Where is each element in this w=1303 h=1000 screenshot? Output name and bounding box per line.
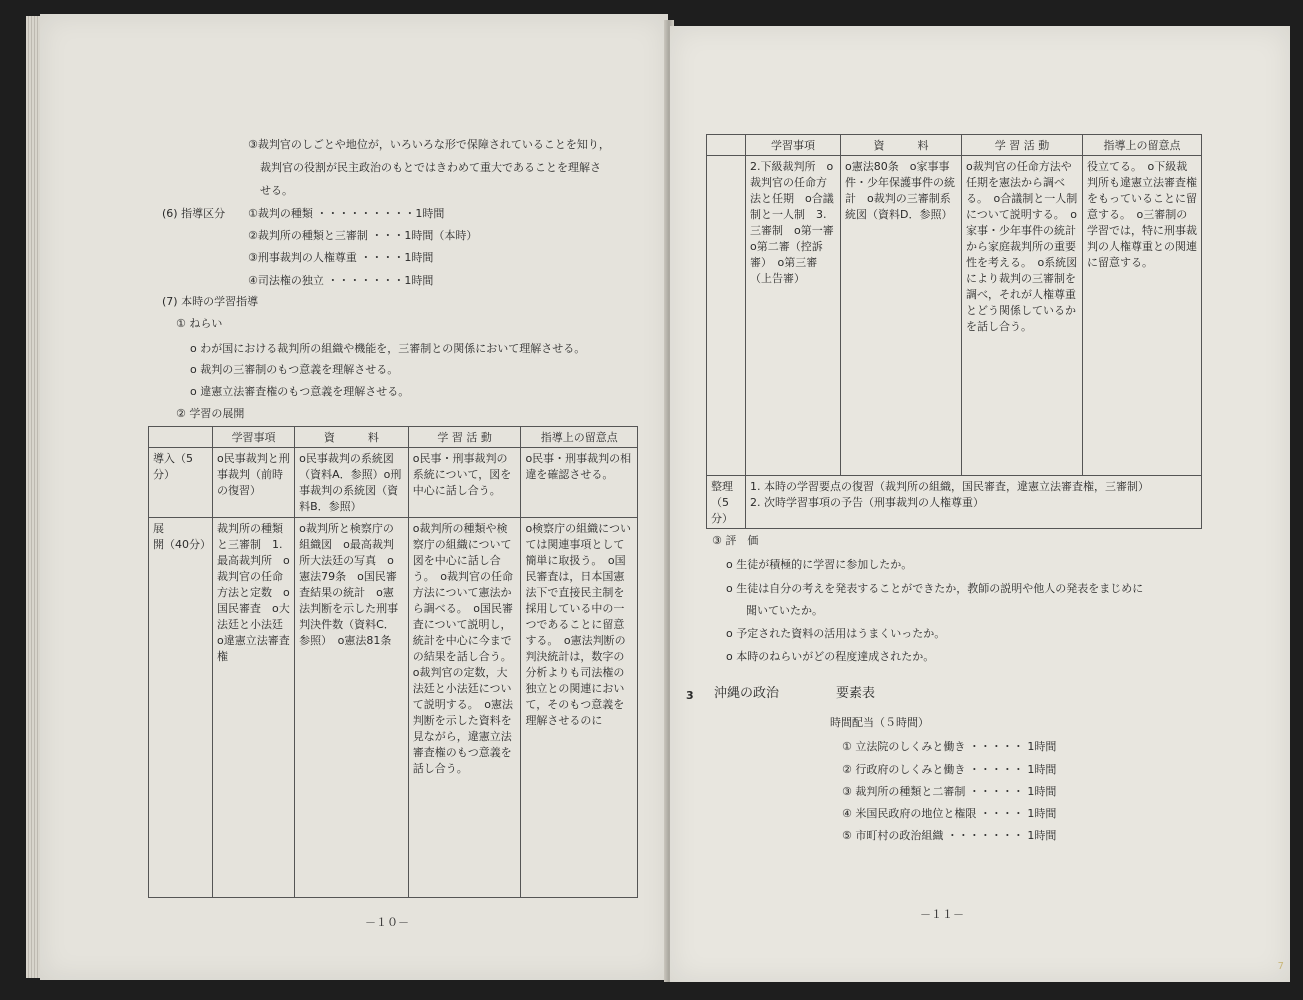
table-header-row	[149, 427, 638, 448]
table-header	[707, 135, 746, 156]
development-table-continued	[706, 134, 1202, 529]
phase-cell: 展 開（40分）	[149, 518, 213, 898]
allocation-item: ② 行政府のしくみと働き ・・・・・ 1時間	[842, 763, 1057, 776]
aim-item: o 違憲立法審査権のもつ意義を理解させる。	[190, 385, 410, 398]
table-header: 学 習 活 動	[408, 427, 521, 448]
right-page	[670, 26, 1290, 982]
evaluation-item: o 予定された資料の活用はうまくいったか。	[726, 627, 946, 640]
table-row	[707, 476, 1202, 529]
table-row	[707, 156, 1202, 476]
activity-cell: o裁判官の任命方法や任期を憲法から調べる。 o合議制と一人制について説明する。 o家事・少年事件の統計から家庭裁判所の重要性を考える。 o系統図により裁判の三審制を調べ，それが人権尊重とどう関係しているかを話し合う。	[962, 156, 1083, 476]
table-row	[149, 448, 638, 518]
table-header: 学習事項	[213, 427, 295, 448]
note-cell: 役立てる。 o下級裁判所も違憲立法審査権をもっていることに留意する。 o三審制の学習では，特に刑事裁判の人権尊重との関連に留意する。	[1083, 156, 1202, 476]
evaluation-item: 聞いていたか。	[746, 604, 823, 617]
section3-title: 沖縄の政治	[714, 686, 780, 701]
summary-line: 2. 次時学習事項の予告（刑事裁判の人権尊重）	[750, 496, 984, 509]
development-table	[148, 426, 638, 898]
note-cell: o検察庁の組織については関連事項として簡単に取扱う。 o国民審査は，日本国憲法下で直接民主制を採用している中の一つであることに留意する。 o憲法判断の判決統計は，数字の分析よりも司法権の独立との関連において，そのもつ意義を理解させるのに	[521, 518, 638, 898]
development-label: ② 学習の展開	[176, 407, 245, 420]
allocation-item: ① 立法院のしくみと働き ・・・・・ 1時間	[842, 740, 1057, 753]
corner-mark: 7	[1277, 961, 1284, 972]
section6-item: ④司法権の独立 ・・・・・・・1時間	[248, 274, 434, 287]
table-header: 資 料	[841, 135, 962, 156]
allocation-item: ④ 米国民政府の地位と権限 ・・・・ 1時間	[842, 807, 1057, 820]
time-allocation-label: 時間配当（５時間）	[830, 716, 929, 729]
table-header: 資 料	[295, 427, 409, 448]
material-cell: o裁判所と検察庁の組織図 o最高裁判所大法廷の写真 o憲法79条 o国民審査結果の統計 o憲法判断を示した刑事判決件数（資料C．参照） o憲法81条	[295, 518, 409, 898]
aim-item: o わが国における裁判所の組織や機能を，三審制との関係において理解させる。	[190, 342, 586, 355]
section3-number: 3	[686, 689, 694, 702]
phase-cell: 導入（5分）	[149, 448, 213, 518]
intro-line-3: せる。	[260, 184, 293, 197]
material-cell: o民事裁判の系統図（資料A．参照）o刑事裁判の系統図（資料B．参照）	[295, 448, 409, 518]
section3-subtitle: 要素表	[836, 686, 876, 701]
table-header: 指導上の留意点	[1083, 135, 1202, 156]
intro-line-2: 裁判官の役割が民主政治のもとではきわめて重大であることを理解さ	[260, 161, 601, 174]
aims-label: ① ねらい	[176, 317, 223, 330]
table-header	[149, 427, 213, 448]
table-header: 学 習 活 動	[962, 135, 1083, 156]
page-number: －１１－	[920, 908, 964, 921]
section6-item: ①裁判の種類 ・・・・・・・・・1時間	[248, 207, 445, 220]
summary-line: 1. 本時の学習要点の復習（裁判所の組織，国民審査，違憲立法審査権，三審制）	[750, 480, 1149, 493]
section6-label: (6) 指導区分	[162, 207, 226, 220]
table-header-row	[707, 135, 1202, 156]
phase-cell	[707, 156, 746, 476]
aim-item: o 裁判の三審制のもつ意義を理解させる。	[190, 363, 399, 376]
section6-item: ②裁判所の種類と三審制 ・・・1時間（本時）	[248, 229, 478, 242]
item-cell: 2.下級裁判所 o裁判官の任命方法と任期 o合議制と一人制 3.三審制 o第一審 o第二審（控訴審） o第三審（上告審）	[746, 156, 841, 476]
material-cell: o憲法80条 o家事事件・少年保護事件の統計 o裁判の三審制系統図（資料D．参照）	[841, 156, 962, 476]
section6-item: ③刑事裁判の人権尊重 ・・・・1時間	[248, 251, 434, 264]
evaluation-item: o 本時のねらいがどの程度達成されたか。	[726, 650, 935, 663]
table-row	[149, 518, 638, 898]
section7-label: (7) 本時の学習指導	[162, 295, 259, 308]
table-header: 学習事項	[746, 135, 841, 156]
phase-cell: 整理（5分）	[707, 476, 746, 529]
allocation-item: ③ 裁判所の種類と二審制 ・・・・・ 1時間	[842, 785, 1057, 798]
activity-cell: o裁判所の種類や検察庁の組織について図を中心に話し合う。 o裁判官の任命方法について憲法から調べる。 o国民審査について説明し，統計を中心に今までの結果を話し合う。 o裁判官の定数，大法廷と小法廷について説明する。 o憲法判断を示した資料を見ながら，違憲立法審査権のもつ意義を話し合う。	[408, 518, 521, 898]
activity-cell: o民事・刑事裁判の系統について，図を中心に話し合う。	[408, 448, 521, 518]
evaluation-label: ③ 評 価	[712, 534, 759, 547]
table-header: 指導上の留意点	[521, 427, 638, 448]
item-cell: 裁判所の種類と三審制 1.最高裁判所 o裁判官の任命方法と定数 o国民審査 o大法廷と小法廷 o違憲立法審査権	[213, 518, 295, 898]
evaluation-item: o 生徒が積極的に学習に参加したか。	[726, 558, 913, 571]
page-number: －１０－	[365, 916, 409, 929]
item-cell: o民事裁判と刑事裁判（前時の復習）	[213, 448, 295, 518]
summary-cell	[746, 476, 1202, 529]
intro-line-1: ③裁判官のしごとや地位が，いろいろな形で保障されていることを知り，	[248, 138, 610, 151]
note-cell: o民事・刑事裁判の相違を確認させる。	[521, 448, 638, 518]
allocation-item: ⑤ 市町村の政治組織 ・・・・・・・ 1時間	[842, 829, 1057, 842]
left-page	[40, 14, 668, 980]
evaluation-item: o 生徒は自分の考えを発表することができたか，教師の説明や他人の発表をまじめに	[726, 582, 1144, 595]
